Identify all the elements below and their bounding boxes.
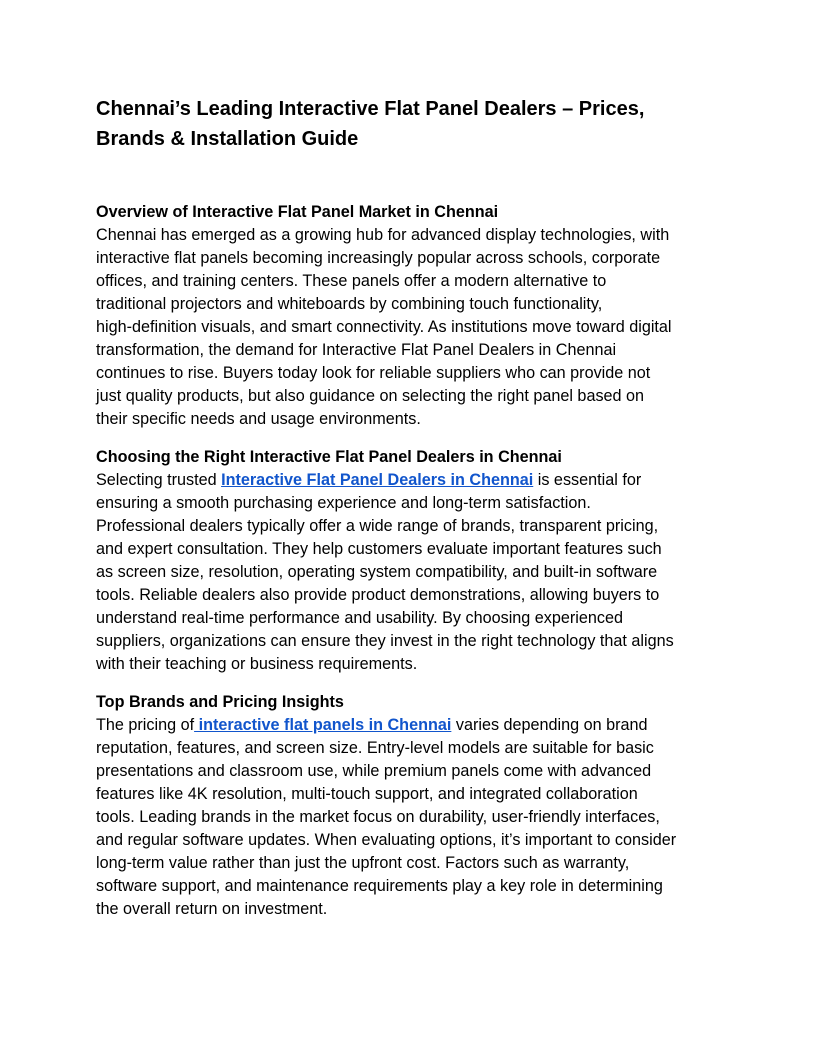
section-brands-pricing [96, 691, 726, 921]
paragraph-line: and expert consultation. They help customers evaluate important features such [96, 540, 662, 558]
paragraph-line [96, 469, 726, 492]
paragraph-line: suppliers, organizations can ensure they invest in the right technology that aligns [96, 632, 674, 650]
paragraph-line: presentations and classroom use, while premium panels come with advanced [96, 762, 652, 780]
section-heading: Overview of Interactive Flat Panel Market in Chennai [96, 203, 499, 221]
paragraph-line: software support, and maintenance requirements play a key role in determining [96, 877, 663, 895]
section-overview [96, 201, 726, 431]
paragraph-line: their specific needs and usage environments. [96, 410, 421, 428]
paragraph-line: and regular software updates. When evaluating options, it’s important to consider [96, 831, 677, 849]
section-heading: Top Brands and Pricing Insights [96, 693, 344, 711]
paragraph-line: Chennai has emerged as a growing hub for advanced display technologies, with [96, 226, 670, 244]
paragraph-line [96, 714, 726, 737]
title-line-1: Chennai’s Leading Interactive Flat Panel Dealers – Prices, [96, 98, 645, 120]
paragraph-line: high-definition visuals, and smart connectivity. As institutions move toward digital [96, 318, 672, 336]
paragraph-line: ensuring a smooth purchasing experience and long-term satisfaction. [96, 494, 591, 512]
paragraph-line: tools. Reliable dealers also provide product demonstrations, allowing buyers to [96, 586, 660, 604]
paragraph-line: traditional projectors and whiteboards by combining touch functionality, [96, 295, 603, 313]
paragraph-line: tools. Leading brands in the market focus on durability, user-friendly interfaces, [96, 808, 660, 826]
paragraph-line: transformation, the demand for Interactive Flat Panel Dealers in Chennai [96, 341, 617, 359]
paragraph-line: Professional dealers typically offer a wide range of brands, transparent pricing, [96, 517, 659, 535]
paragraph-line: as screen size, resolution, operating system compatibility, and built-in software [96, 563, 658, 581]
text-after-link: varies depending on brand [451, 716, 648, 734]
paragraph-line: the overall return on investment. [96, 900, 328, 918]
paragraph-line: with their teaching or business requirements. [96, 655, 418, 673]
document-page [96, 94, 726, 921]
paragraph-line: continues to rise. Buyers today look for reliable suppliers who can provide not [96, 364, 651, 382]
paragraph-line: understand real-time performance and usability. By choosing experienced [96, 609, 623, 627]
paragraph-line: features like 4K resolution, multi-touch support, and integrated collaboration [96, 785, 638, 803]
text-before-link: Selecting trusted [96, 471, 222, 489]
paragraph-line: long-term value rather than just the upfront cost. Factors such as warranty, [96, 854, 630, 872]
document-title [96, 94, 716, 154]
paragraph-line: reputation, features, and screen size. Entry-level models are suitable for basic [96, 739, 654, 757]
paragraph-line: just quality products, but also guidance on selecting the right panel based on [96, 387, 645, 405]
text-before-link: The pricing of [96, 716, 195, 734]
paragraph-line: interactive flat panels becoming increasingly popular across schools, corporate [96, 249, 661, 267]
paragraph-line: offices, and training centers. These panels offer a modern alternative to [96, 272, 607, 290]
section-choosing-dealers [96, 446, 726, 676]
section-heading: Choosing the Right Interactive Flat Panel Dealers in Chennai [96, 448, 562, 466]
text-after-link: is essential for [533, 471, 642, 489]
title-line-2: Brands & Installation Guide [96, 128, 359, 150]
flat-panels-link[interactable]: interactive flat panels in Chennai [194, 716, 452, 734]
dealers-link[interactable]: Interactive Flat Panel Dealers in Chennai [221, 471, 534, 489]
